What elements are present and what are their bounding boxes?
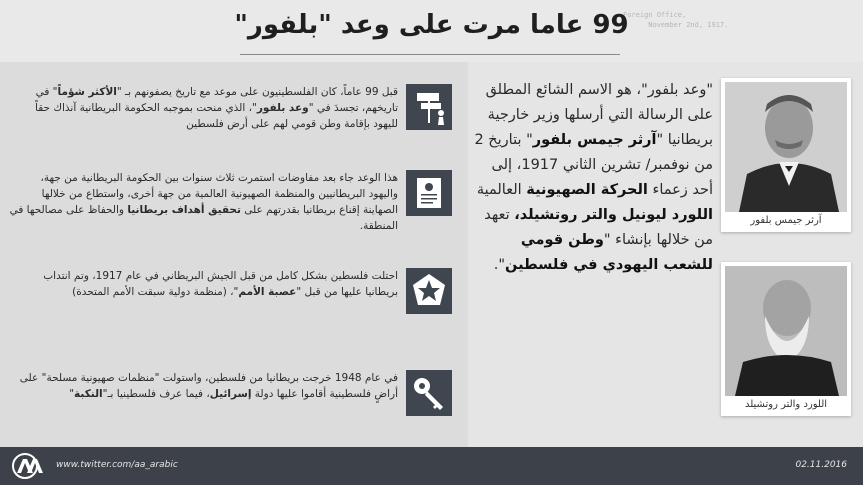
document-icon bbox=[406, 170, 452, 216]
portrait-caption: اللورد والتر روتشيلد bbox=[744, 399, 828, 410]
footer-bar bbox=[0, 447, 863, 485]
page-title: 99 عاما مرت على وعد "بلفور" bbox=[234, 10, 629, 40]
rothschild-photo bbox=[725, 266, 847, 396]
twitter-link[interactable]: www.twitter.com/aa_arabic bbox=[56, 460, 178, 470]
signpost-icon bbox=[406, 84, 452, 130]
key-icon bbox=[406, 370, 452, 416]
letter-background-text: Foreign Office, November 2nd, 1917. bbox=[623, 11, 729, 29]
publish-date: 02.11.2016 bbox=[795, 460, 847, 470]
star-badge-icon bbox=[406, 268, 452, 314]
title-band bbox=[0, 0, 863, 62]
portrait-balfour bbox=[721, 78, 851, 232]
title-divider bbox=[240, 54, 620, 55]
item-text: في عام 1948 خرجت بريطانيا من فلسطين، واستولت "منظمات صهيونية مسلحة" على أراضٍ فلسطينية أقاموا عليها دولة إسرائيل، فيما عرف فلسطينيا بـ"النكبة" bbox=[19, 372, 398, 400]
balfour-photo bbox=[725, 82, 847, 212]
portrait-rothschild bbox=[721, 262, 851, 416]
aa-logo-icon bbox=[12, 453, 44, 479]
item-text: قبل 99 عاماً، كان الفلسطينيون على موعد مع تاريخ يصفونهم بـ "الأكثر شؤماً" في تاريخهم، تجسدَ في "وعد بلفور"، الذي منحت بموجبه الحكومة البريطانية آنذاك حقاً لليهود بإقامة وطن قومي لهم على أرض فلسطين bbox=[35, 86, 398, 130]
intro-paragraph: "وعد بلفور"، هو الاسم الشائع المطلق على الرسالة التي أرسلها وزير خارجية بريطانيا "آرثر جيمس بلفور" بتاريخ 2 من نوفمبر/ تشرين الثاني 1917، إلى أحد زعماء الحركة الصهيونية العالمية اللورد ليونيل والتر روتشيلد، تعهد من خلالها بإنشاء "وطن قومي للشعب اليهودي في فلسطين". bbox=[474, 82, 713, 273]
item-text: هذا الوعد جاء بعد مفاوضات استمرت ثلاث سنوات بين الحكومة البريطانية من جهة، واليهود البريطانيين والمنظمة الصهيونية العالمية من جهة أخرى، واستطاع من خلالها الصهاينة إقناع بريطانيا بقدرتهم على تحقيق أهداف بريطانيا والحفاظ على مصالحها في المنطقة. bbox=[9, 172, 398, 232]
portrait-caption: آرثر جيمس بلفور bbox=[750, 215, 822, 226]
item-text: احتلت فلسطين بشكل كامل من قبل الجيش البريطاني في عام 1917، وتم انتداب بريطانيا عليها من قبل "عصبة الأمم"، (منظمة دولية سبقت الأمم المتحدة) bbox=[43, 270, 398, 298]
